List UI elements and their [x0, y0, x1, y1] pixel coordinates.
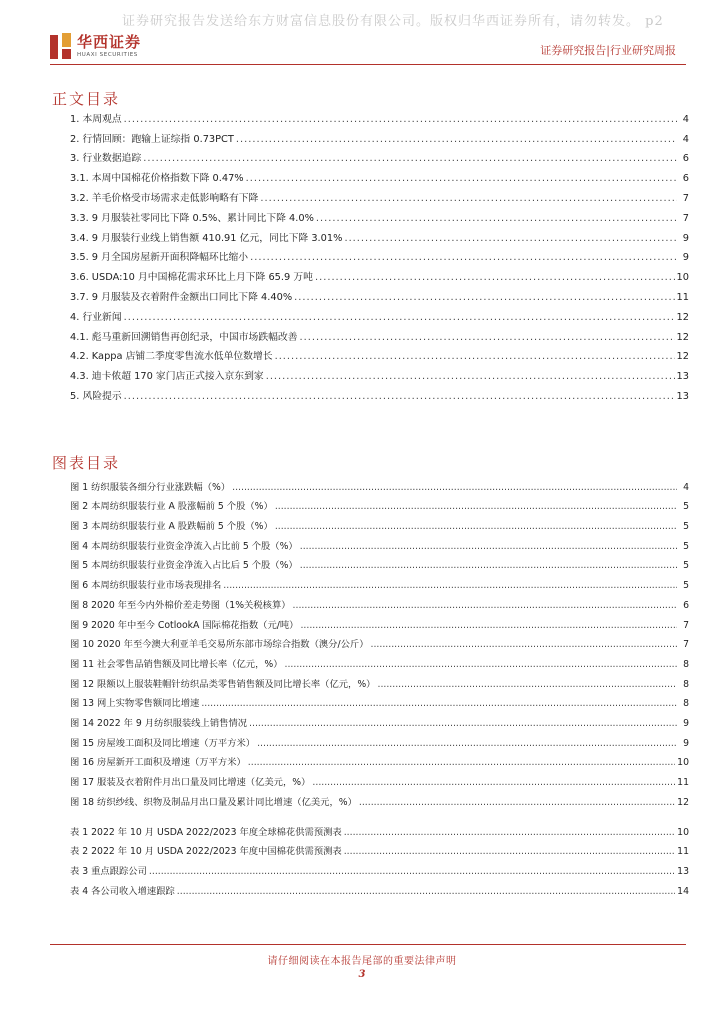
figure-entry-page: 7: [683, 639, 689, 651]
report-type: 证券研究报告|行业研究周报: [540, 44, 676, 57]
toc-entry-title: 4.3. 迪卡侬超 170 家门店正式接入京东到家: [70, 371, 264, 383]
toc-entry-title: 3.2. 羊毛价格受市场需求走低影响略有下降: [70, 192, 259, 204]
figure-entry-title: 图 18 纺织纱线、织物及制品月出口量及累计同比增速（亿美元，%）: [70, 796, 357, 808]
dot-leader: [371, 639, 677, 651]
figure-entry-title: 图 9 2020 年中至今 CotlookA 国际棉花指数（元/吨）: [70, 619, 299, 631]
figure-entry-page: 9: [683, 737, 689, 749]
table-entry[interactable]: [70, 839, 689, 859]
dot-leader: [248, 757, 675, 769]
dot-leader: [316, 213, 677, 225]
figure-entry-page: 5: [683, 501, 689, 513]
toc-entry-page: 13: [676, 371, 689, 383]
toc-entry-page: 12: [676, 331, 689, 343]
figures-title: 图表目录: [52, 454, 121, 472]
toc-entry[interactable]: [70, 363, 689, 383]
table-entry[interactable]: [70, 878, 689, 898]
figure-entry-title: 图 13 网上实物零售额同比增速: [70, 698, 200, 710]
figure-entry-page: 8: [683, 658, 689, 670]
figure-entry-title: 图 1 纺织服装各细分行业涨跌幅（%）: [70, 481, 231, 493]
toc-entry[interactable]: [70, 324, 689, 344]
figure-entry-title: 图 10 2020 年至今澳大利亚羊毛交易所东部市场综合指数（澳分/公斤）: [70, 639, 369, 651]
tables-list: [70, 819, 689, 898]
table-entry-title: 表 3 重点跟踪公司: [70, 866, 147, 878]
toc-entry-page: 4: [682, 133, 689, 145]
figure-entry[interactable]: [70, 494, 689, 514]
figure-entry[interactable]: [70, 572, 689, 592]
figure-entry[interactable]: [70, 474, 689, 494]
toc-entry[interactable]: [70, 304, 689, 324]
toc-entry-page: 9: [682, 252, 689, 264]
table-entry-title: 表 1 2022 年 10 月 USDA 2022/2023 年度全球棉花供需预测表: [70, 826, 342, 838]
toc-entry-title: 3. 行业数据追踪: [70, 153, 142, 165]
dot-leader: [315, 272, 675, 284]
toc-entry-title: 1. 本周观点: [70, 113, 122, 125]
figure-entry-page: 9: [683, 717, 689, 729]
figure-entry[interactable]: [70, 789, 689, 809]
figure-entry-title: 图 4 本周纺织服装行业资金净流入占比前 5 个股（%）: [70, 540, 298, 552]
figure-entry-page: 5: [683, 521, 689, 533]
dot-leader: [177, 886, 675, 898]
toc-entry-title: 2. 行情回顾：跑输上证综指 0.73PCT: [70, 133, 234, 145]
dot-leader: [294, 292, 674, 304]
table-entry[interactable]: [70, 819, 689, 839]
watermark: 证券研究报告发送给东方财富信息股份有限公司。版权归华西证券所有，请勿转发。 p2: [122, 14, 664, 29]
figure-entry[interactable]: [70, 632, 689, 652]
figure-entry[interactable]: [70, 671, 689, 691]
dot-leader: [300, 620, 677, 632]
figure-entry-page: 5: [683, 540, 689, 552]
toc-entry[interactable]: [70, 165, 689, 185]
dot-leader: [300, 332, 675, 344]
figure-entry-page: 7: [683, 619, 689, 631]
toc-entry-page: 9: [682, 232, 689, 244]
legal-notice: 请仔细阅读在本报告尾部的重要法律声明: [267, 956, 457, 967]
toc-entry-page: 6: [682, 153, 689, 165]
toc-entry[interactable]: [70, 264, 689, 284]
figure-entry[interactable]: [70, 513, 689, 533]
dot-leader: [201, 698, 677, 710]
dot-leader: [143, 153, 677, 165]
figure-entry[interactable]: [70, 533, 689, 553]
toc-entry-title: 3.3. 9 月服装社零同比下降 0.5%、累计同比下降 4.0%: [70, 212, 314, 224]
table-entry-page: 13: [677, 866, 689, 878]
toc-entry-page: 12: [676, 311, 689, 323]
toc-entry-page: 11: [676, 291, 689, 303]
toc-entry-title: 3.4. 9 月服装行业线上销售额 410.91 亿元，同比下降 3.01%: [70, 232, 343, 244]
figure-entry-title: 图 15 房屋竣工面积及同比增速（万平方米）: [70, 737, 256, 749]
figure-entry[interactable]: [70, 651, 689, 671]
figure-entry[interactable]: [70, 750, 689, 770]
figure-entry-title: 图 5 本周纺织服装行业资金净流入占比后 5 个股（%）: [70, 560, 298, 572]
footer-divider: [50, 944, 686, 945]
figure-entry-title: 图 3 本周纺织服装行业 A 股跌幅前 5 个股（%）: [70, 521, 273, 533]
figure-entry-page: 5: [683, 560, 689, 572]
logo-name-en: HUAXI SECURITIES: [77, 51, 138, 58]
dot-leader: [223, 580, 677, 592]
dot-leader: [377, 679, 677, 691]
dot-leader: [359, 797, 675, 809]
figure-entry[interactable]: [70, 710, 689, 730]
dot-leader: [285, 659, 677, 671]
toc-entry-title: 3.1. 本周中国棉花价格指数下降 0.47%: [70, 173, 244, 185]
dot-leader: [312, 777, 675, 789]
toc-entry-page: 13: [676, 390, 689, 402]
toc-entry[interactable]: [70, 245, 689, 265]
toc-entry-title: 5. 风险提示: [70, 390, 122, 402]
dot-leader: [149, 866, 675, 878]
toc-entry[interactable]: [70, 146, 689, 166]
dot-leader: [249, 718, 677, 730]
figure-entry[interactable]: [70, 730, 689, 750]
toc-entry-page: 7: [682, 212, 689, 224]
toc-entry-title: 3.6. USDA:10 月中国棉花需求环比上月下降 65.9 万吨: [70, 272, 313, 284]
dot-leader: [124, 114, 677, 126]
toc-entry-title: 3.7. 9 月服装及衣着附件金额出口同比下降 4.40%: [70, 291, 293, 303]
figure-entry-title: 图 17 服装及衣着附件月出口量及同比增速（亿美元，%）: [70, 777, 311, 788]
table-entry-page: 11: [677, 846, 689, 858]
dot-leader: [250, 252, 677, 264]
toc-entry-page: 7: [682, 192, 689, 204]
toc-entry[interactable]: [70, 106, 689, 126]
dot-leader: [275, 501, 677, 513]
toc-entry[interactable]: [70, 225, 689, 245]
figure-entry-page: 8: [683, 698, 689, 710]
figure-entry-page: 8: [683, 678, 689, 690]
dot-leader: [344, 233, 677, 245]
figure-entry[interactable]: [70, 553, 689, 573]
figure-entry-page: 11: [677, 777, 689, 788]
dot-leader: [124, 391, 675, 403]
figure-entry-page: 10: [677, 757, 689, 769]
logo-icon: [50, 33, 72, 59]
table-entry-page: 10: [677, 826, 689, 838]
toc-entry[interactable]: [70, 185, 689, 205]
figure-entry-title: 图 12 限额以上服装鞋帽针纺织品类零售销售额及同比增长率（亿元，%）: [70, 678, 376, 690]
dot-leader: [275, 351, 675, 363]
figure-entry-title: 图 2 本周纺织服装行业 A 股涨幅前 5 个股（%）: [70, 501, 273, 513]
toc-entry[interactable]: [70, 344, 689, 364]
toc-entry-title: 3.5. 9 月全国房屋新开面积降幅环比缩小: [70, 252, 249, 264]
toc-entry[interactable]: [70, 126, 689, 146]
figure-entry[interactable]: [70, 691, 689, 711]
table-entry[interactable]: [70, 858, 689, 878]
table-entry-title: 表 2 2022 年 10 月 USDA 2022/2023 年度中国棉花供需预测表: [70, 846, 342, 858]
toc-entry-title: 4.2. Kappa 店铺二季度零售流水低单位数增长: [70, 351, 273, 363]
dot-leader: [232, 482, 677, 494]
figure-entry-title: 图 8 2020 年至今内外棉价差走势图（1%关税核算）: [70, 599, 291, 611]
toc-entry[interactable]: [70, 205, 689, 225]
figure-entry[interactable]: [70, 769, 689, 789]
company-logo: [50, 33, 141, 59]
dot-leader: [344, 827, 675, 839]
toc-entry-page: 12: [676, 351, 689, 363]
table-entry-title: 表 4 各公司收入增速跟踪: [70, 885, 175, 897]
header-divider: [50, 64, 686, 65]
figure-entry-page: 12: [677, 796, 689, 808]
dot-leader: [266, 371, 675, 383]
toc-entry[interactable]: [70, 383, 689, 403]
dot-leader: [300, 560, 677, 572]
toc-entry-title: 4.1. 彪马重新回溯销售再创纪录，中国市场跌幅改善: [70, 331, 298, 343]
toc-list: [70, 106, 689, 403]
toc-entry[interactable]: [70, 284, 689, 304]
dot-leader: [293, 600, 677, 612]
figure-entry-title: 图 14 2022 年 9 月纺织服装线上销售情况: [70, 717, 248, 729]
toc-title: 正文目录: [52, 90, 121, 108]
toc-entry-title: 4. 行业新闻: [70, 311, 122, 323]
figure-entry-page: 5: [683, 580, 689, 592]
figure-entry[interactable]: [70, 612, 689, 632]
figures-list: [70, 474, 689, 809]
figure-entry-title: 图 6 本周纺织服装行业市场表现排名: [70, 580, 222, 592]
dot-leader: [275, 521, 677, 533]
table-entry-page: 14: [677, 885, 689, 897]
toc-entry-page: 6: [682, 173, 689, 185]
figure-entry-title: 图 11 社会零售品销售额及同比增长率（亿元，%）: [70, 658, 283, 670]
dot-leader: [124, 312, 675, 324]
dot-leader: [344, 846, 675, 858]
toc-entry-page: 10: [676, 272, 689, 284]
toc-entry-page: 4: [682, 113, 689, 125]
logo-name-cn: 华西证券: [77, 32, 142, 51]
figure-entry-page: 4: [683, 481, 689, 493]
page-number: 3: [358, 969, 366, 980]
dot-leader: [246, 173, 677, 185]
figure-entry[interactable]: [70, 592, 689, 612]
figure-entry-page: 6: [683, 599, 689, 611]
figure-entry-title: 图 16 房屋新开工面积及增速（万平方米）: [70, 757, 246, 769]
dot-leader: [257, 738, 677, 750]
dot-leader: [236, 134, 677, 146]
dot-leader: [260, 193, 677, 205]
dot-leader: [300, 541, 677, 553]
